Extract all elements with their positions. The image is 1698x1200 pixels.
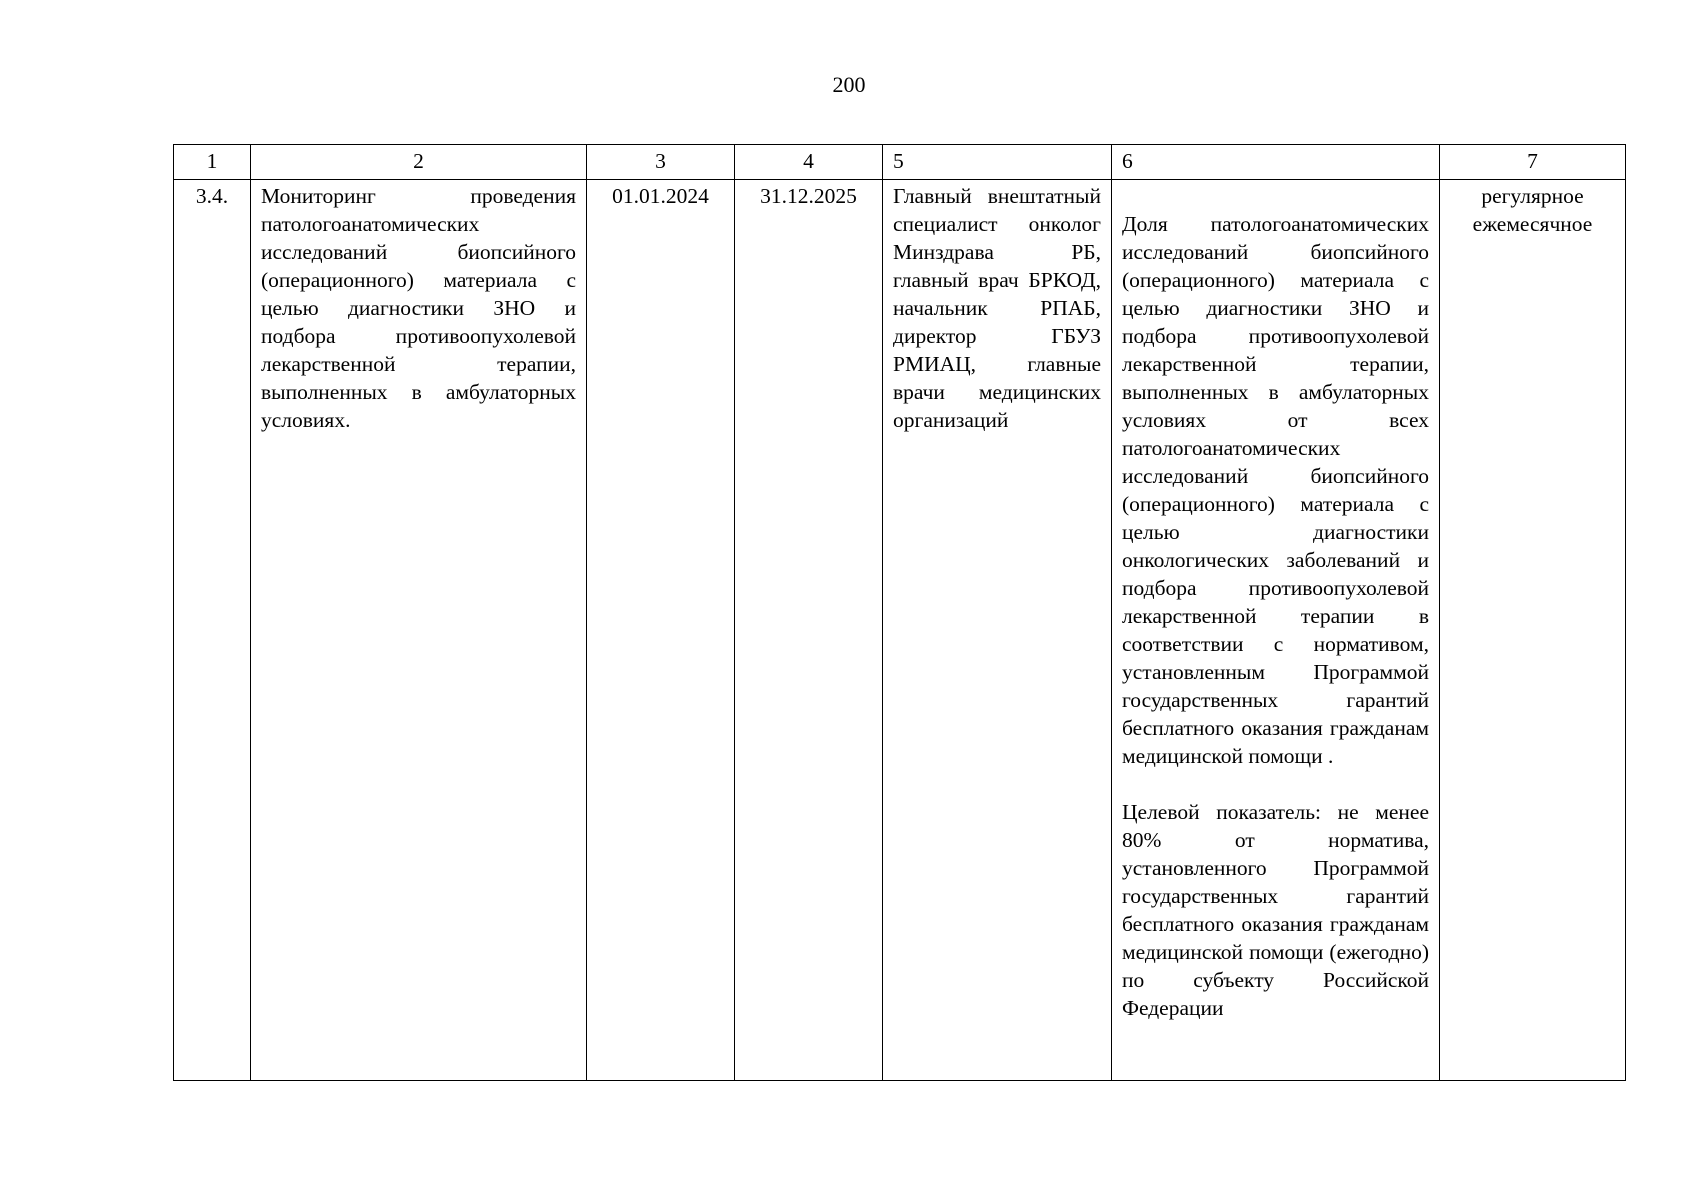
table-header-row xyxy=(174,145,1626,180)
row-indicator: Доля патологоанатомических исследований биопсийного (операционного) материала с целью диагностики ЗНО и подбора противоопухолевой лекарственной терапии, выполненных в амбулаторных условиях от всех патологоанатомических исследований биопсийного (операционного) материала с целью диагностики онкологических заболеваний и подбора противоопухолевой лекарственной терапии в соответствии с нормативом, установленным Программой государственных гарантий бесплатного оказания гражданам медицинской помощи . xyxy=(1122,212,1429,768)
row-responsible: Главный внештатный специалист онколог Минздрава РБ, главный врач БРКОД, начальник РПАБ, директор ГБУЗ РМИАЦ, главные врачи медицинских организаций xyxy=(883,180,1112,1081)
column-header-4: 4 xyxy=(735,145,883,180)
row-end-date: 31.12.2025 xyxy=(735,180,883,1081)
column-header-2: 2 xyxy=(251,145,587,180)
row-description: Мониторинг проведения патологоанатомических исследований биопсийного (операционного) материала с целью диагностики ЗНО и подбора противоопухолевой лекарственной терапии, выполненных в амбулаторных условиях. xyxy=(251,180,587,1081)
column-header-3: 3 xyxy=(587,145,735,180)
table-row xyxy=(174,180,1626,1081)
row-target: Целевой показатель: не менее 80% от норматива, установленного Программой государственных гарантий бесплатного оказания гражданам медицинской помощи (ежегодно) по субъекту Российской Федерации xyxy=(1122,800,1429,1020)
page-number: 200 xyxy=(832,72,866,97)
column-header-5: 5 xyxy=(883,145,1112,180)
column-header-6: 6 xyxy=(1112,145,1440,180)
row-number: 3.4. xyxy=(174,180,251,1081)
row-start-date: 01.01.2024 xyxy=(587,180,735,1081)
column-header-7: 7 xyxy=(1440,145,1626,180)
measures-table xyxy=(173,144,1626,1081)
column-header-1: 1 xyxy=(174,145,251,180)
row-periodicity: регулярное ежемесячное xyxy=(1440,180,1626,1081)
row-indicator-cell xyxy=(1112,180,1440,1081)
